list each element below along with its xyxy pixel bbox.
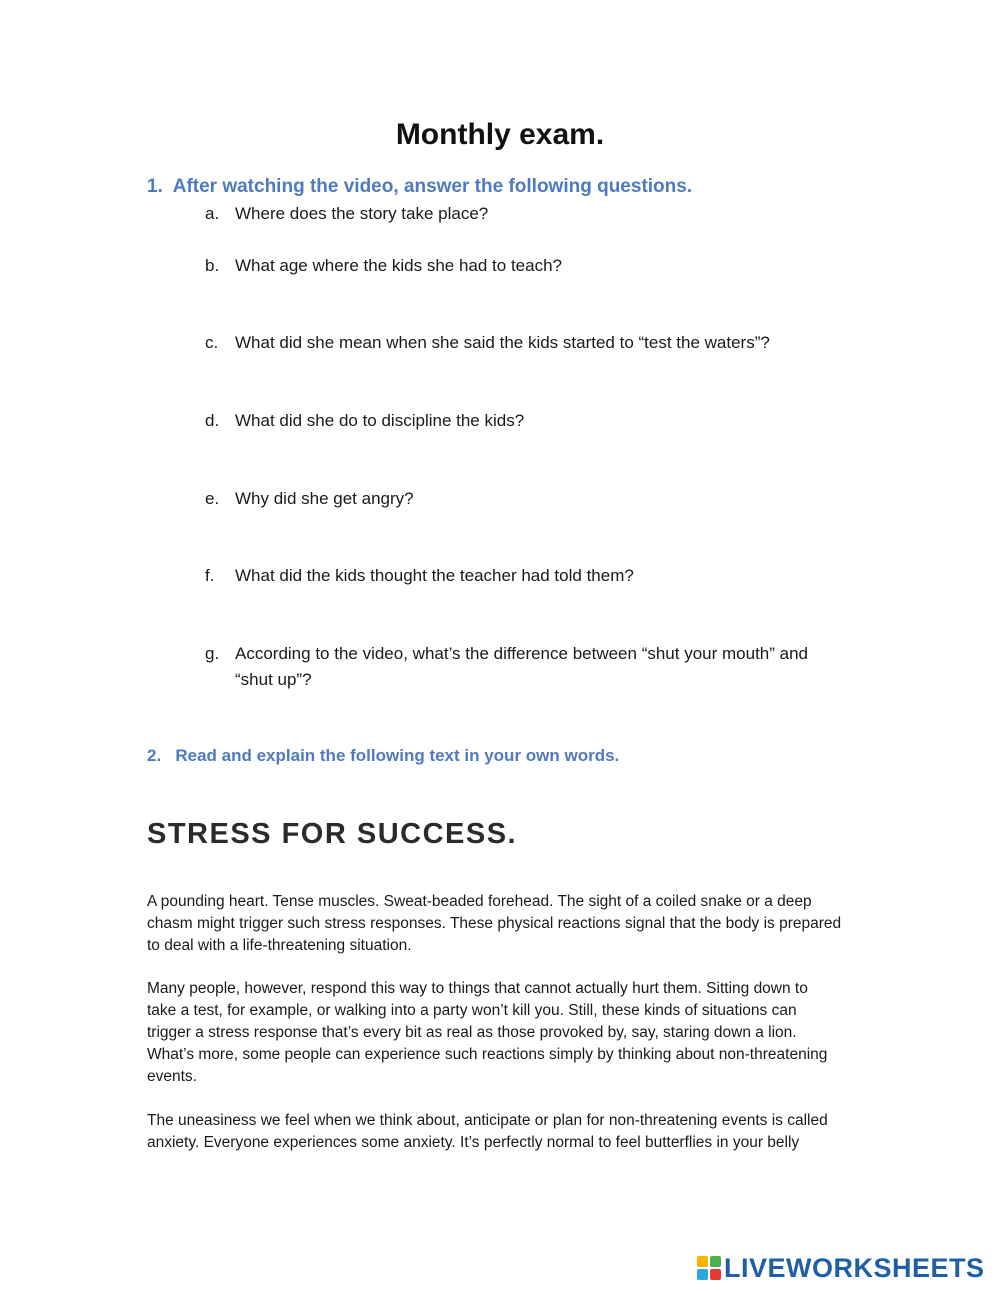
paragraph-line: to deal with a life-threatening situation. <box>147 937 412 954</box>
question-text: Where does the story take place? <box>235 204 489 223</box>
section-2-text: Read and explain the following text in your own words. <box>175 746 620 765</box>
question-b <box>205 256 562 276</box>
article-paragraph-1 <box>147 891 887 957</box>
article-paragraph-2 <box>147 978 887 1088</box>
question-letter: d. <box>205 411 220 430</box>
question-g <box>205 644 808 664</box>
paragraph-line: A pounding heart. Tense muscles. Sweat-beaded forehead. The sight of a coiled snake or a deep <box>147 893 812 910</box>
question-text: Why did she get angry? <box>235 489 414 508</box>
paragraph-line: trigger a stress response that’s every bit as real as those provoked by, say, staring down a lion. <box>147 1024 797 1041</box>
question-letter: g. <box>205 644 220 663</box>
question-letter: a. <box>205 204 220 223</box>
section-2-number: 2. <box>147 746 162 765</box>
question-letter: e. <box>205 489 220 508</box>
question-text: According to the video, what’s the difference between “shut your mouth” and <box>235 644 808 663</box>
logo-mark-icon <box>697 1256 721 1280</box>
question-e <box>205 489 414 509</box>
section-2-instruction <box>147 746 619 766</box>
section-1-number: 1. <box>147 176 163 197</box>
question-text: What did she mean when she said the kids started to “test the waters”? <box>235 333 770 352</box>
paragraph-line: anxiety. Everyone experiences some anxiety. It’s perfectly normal to feel butterflies in your belly <box>147 1134 800 1151</box>
page-title: Monthly exam. <box>395 118 605 151</box>
article-heading: STRESS FOR SUCCESS. <box>147 818 518 850</box>
question-letter: f. <box>205 566 215 585</box>
paragraph-line: take a test, for example, or walking into a party won’t kill you. Still, these kinds of situations can <box>147 1002 797 1019</box>
paragraph-line: Many people, however, respond this way to things that cannot actually hurt them. Sitting down to <box>147 980 808 997</box>
question-letter: b. <box>205 256 220 275</box>
question-c <box>205 333 770 353</box>
section-1-instruction <box>147 176 692 198</box>
section-1-text: After watching the video, answer the following questions. <box>172 176 693 197</box>
question-letter: c. <box>205 333 219 352</box>
question-text: What did she do to discipline the kids? <box>235 411 525 430</box>
article-paragraph-3 <box>147 1110 887 1154</box>
question-text: What age where the kids she had to teach? <box>235 256 562 275</box>
question-f <box>205 566 634 586</box>
paragraph-line: events. <box>147 1068 197 1085</box>
paragraph-line: What’s more, some people can experience such reactions simply by thinking about non-threatening <box>147 1046 828 1063</box>
paragraph-line: The uneasiness we feel when we think about, anticipate or plan for non-threatening events is called <box>147 1112 828 1129</box>
question-g-continuation: “shut up”? <box>235 670 312 689</box>
question-d <box>205 411 524 431</box>
paragraph-line: chasm might trigger such stress responses. These physical reactions signal that the body is prepared <box>147 915 842 932</box>
liveworksheets-logo[interactable] <box>697 1253 985 1283</box>
question-text: What did the kids thought the teacher had told them? <box>235 566 634 585</box>
logo-text: LIVEWORKSHEETS <box>724 1252 985 1283</box>
question-a <box>205 204 488 224</box>
